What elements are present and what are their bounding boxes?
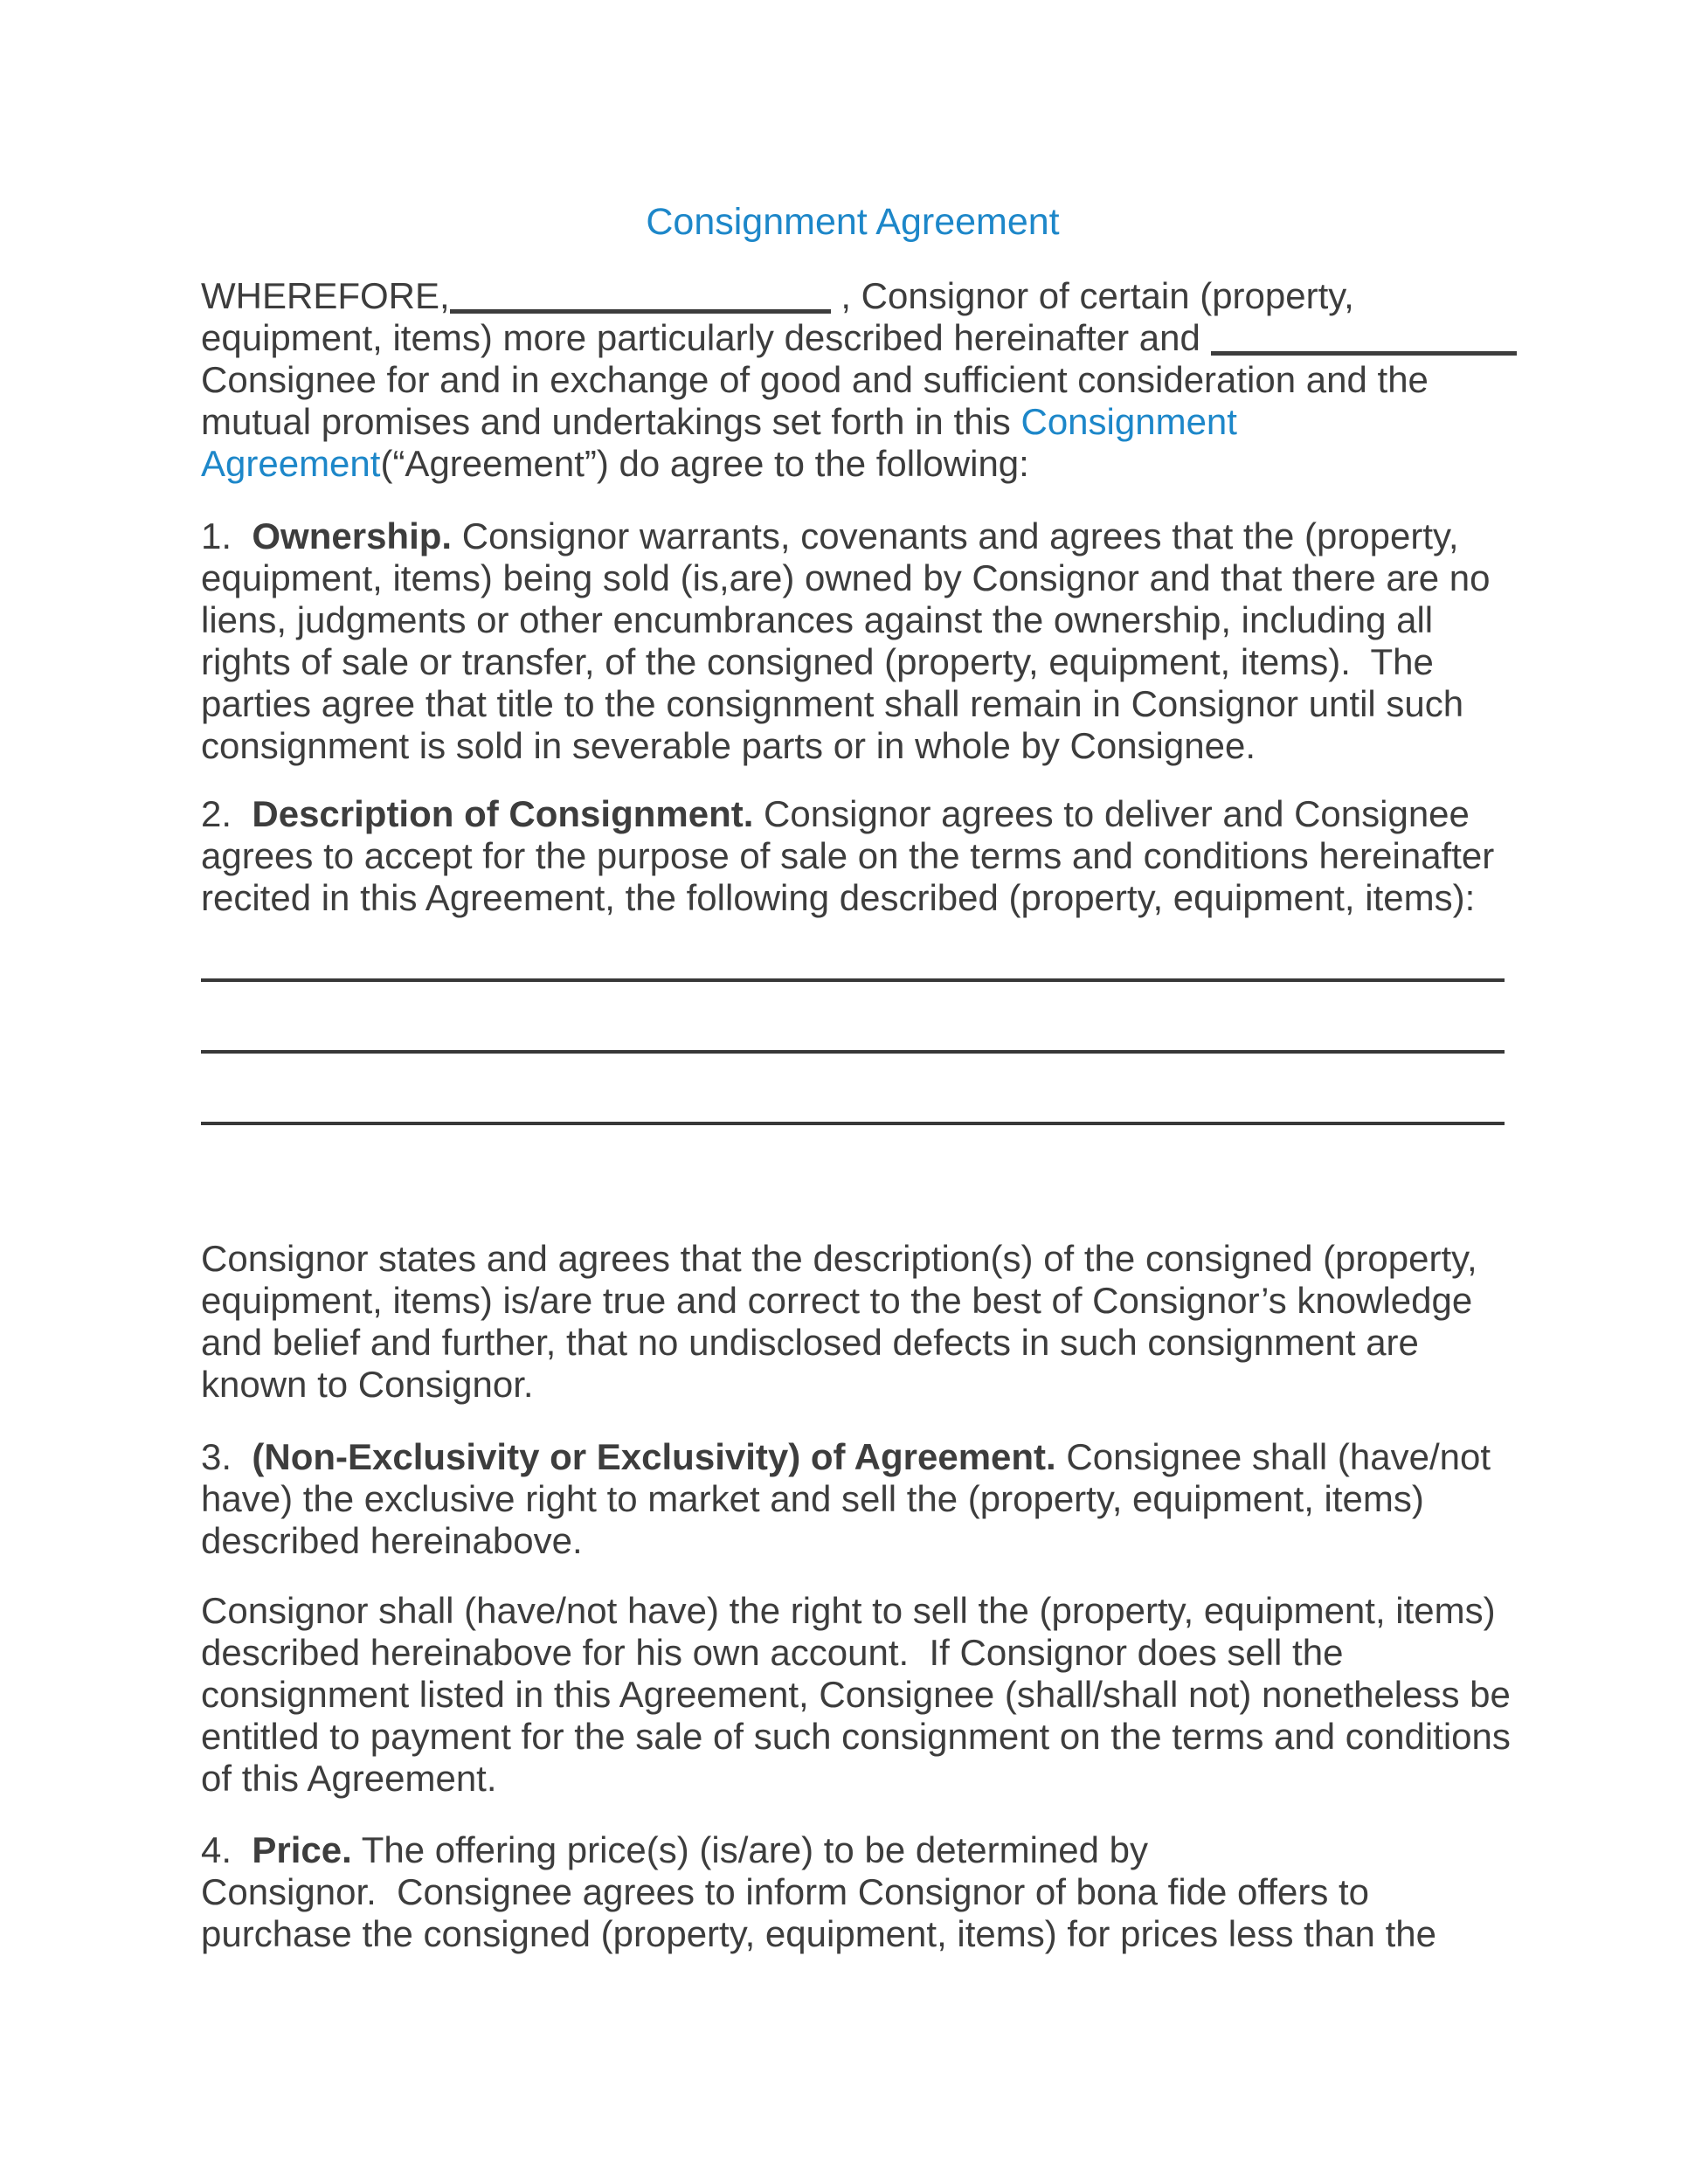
fill-line: [201, 1050, 1505, 1122]
text-run: 3.: [201, 1436, 253, 1477]
text-line: [201, 1716, 1511, 1758]
section-heading: Price.: [252, 1829, 352, 1870]
text-run: parties agree that title to the consignment shall remain in Consignor until such: [201, 683, 1464, 724]
text-run: 1.: [201, 515, 253, 556]
agreement-link[interactable]: Agreement: [201, 443, 381, 484]
text-run: described hereinabove for his own account. If Consignor does sell the: [201, 1632, 1344, 1673]
text-run: liens, judgments or other encumbrances against the ownership, including all: [201, 599, 1434, 640]
text-run: and belief and further, that no undisclosed defects in such consignment are: [201, 1322, 1419, 1363]
text-line: [201, 557, 1505, 599]
text-run: , Consignor of certain (property,: [830, 275, 1354, 316]
text-line: [201, 1280, 1505, 1322]
text-line: [201, 1758, 1505, 1800]
text-run: 2.: [201, 793, 253, 834]
text-line: [201, 1238, 1505, 1280]
text-run: Consignor agrees to deliver and Consignee: [753, 793, 1470, 834]
text-line: [201, 599, 1505, 641]
p-ownership: [201, 515, 1505, 767]
text-run: have) the exclusive right to market and sell the (property, equipment, items): [201, 1478, 1424, 1519]
section-heading: Description of Consignment.: [252, 793, 754, 834]
text-run: purchase the consigned (property, equipment, items) for prices less than the: [201, 1913, 1436, 1954]
text-line: [201, 1436, 1505, 1478]
text-line: [201, 317, 1505, 359]
text-run: (“Agreement”) do agree to the following:: [380, 443, 1029, 484]
text-run: rights of sale or transfer, of the consigned (property, equipment, items). The: [201, 641, 1434, 682]
p-consignor-right: [201, 1590, 1511, 1800]
document-content: [201, 201, 1511, 1955]
text-run: WHEREFORE,: [201, 275, 450, 316]
text-line: [201, 1520, 1505, 1562]
text-run: Consignee for and in exchange of good and sufficient consideration and the: [201, 359, 1429, 400]
blank-field: [1211, 319, 1517, 356]
p-description: [201, 793, 1505, 919]
text-run: agrees to accept for the purpose of sale on the terms and conditions hereinafter: [201, 835, 1495, 876]
text-line: [201, 877, 1505, 919]
text-line: [201, 1632, 1505, 1674]
text-run: Consignor shall (have/not have) the right to sell the (property, equipment, items): [201, 1590, 1496, 1631]
description-fill-lines: [201, 978, 1505, 1193]
text-line: [201, 1674, 1511, 1716]
text-run: consignment is sold in severable parts or in whole by Consignee.: [201, 725, 1256, 766]
text-line: [201, 641, 1505, 683]
p-consignor-states: [201, 1238, 1505, 1406]
section-heading: (Non-Exclusivity or Exclusivity) of Agreement.: [252, 1436, 1056, 1477]
section-heading: Ownership.: [252, 515, 453, 556]
text-run: Consignor. Consignee agrees to inform Consignor of bona fide offers to: [201, 1871, 1370, 1912]
text-run: recited in this Agreement, the following described (property, equipment, items):: [201, 877, 1476, 918]
text-line: [201, 275, 1505, 317]
text-run: equipment, items) more particularly described hereinafter and: [201, 317, 1211, 358]
fill-line: [201, 978, 1505, 1050]
document-title: Consignment Agreement: [646, 201, 1060, 243]
text-line: [201, 683, 1505, 725]
text-run: described hereinabove.: [201, 1520, 583, 1561]
text-line: [201, 725, 1505, 767]
p-exclusivity: [201, 1436, 1505, 1562]
text-line: [201, 401, 1505, 443]
text-run: mutual promises and undertakings set forth in this: [201, 401, 1021, 442]
text-run: equipment, items) being sold (is,are) owned by Consignor and that there are no: [201, 557, 1491, 598]
text-line: [201, 359, 1505, 401]
text-line: [201, 1829, 1505, 1871]
text-run: Consignor states and agrees that the description(s) of the consigned (property,: [201, 1238, 1477, 1279]
text-line: [201, 1322, 1505, 1364]
text-run: Consignee shall (have/not: [1055, 1436, 1491, 1477]
text-run: The offering price(s) (is/are) to be determined by: [351, 1829, 1148, 1870]
blank-field: [450, 277, 831, 314]
text-line: [201, 1871, 1505, 1913]
text-run: equipment, items) is/are true and correct to the best of Consignor’s knowledge: [201, 1280, 1473, 1321]
text-line: [201, 443, 1505, 485]
text-run: known to Consignor.: [201, 1364, 534, 1405]
text-line: [201, 515, 1505, 557]
fill-line: [201, 1122, 1505, 1193]
text-line: [201, 835, 1505, 877]
document-body: [201, 275, 1511, 1955]
text-line: [201, 1913, 1505, 1955]
text-run: of this Agreement.: [201, 1758, 497, 1799]
text-run: 4.: [201, 1829, 253, 1870]
text-line: [201, 793, 1505, 835]
text-line: [201, 1364, 1505, 1406]
text-line: [201, 1478, 1505, 1520]
text-line: [201, 1590, 1505, 1632]
agreement-link[interactable]: Consignment: [1020, 401, 1237, 442]
p-price: [201, 1829, 1505, 1955]
p-preamble: [201, 275, 1505, 485]
text-run: consignment listed in this Agreement, Consignee (shall/shall not) nonetheless be: [201, 1674, 1511, 1715]
text-run: entitled to payment for the sale of such consignment on the terms and conditions: [201, 1716, 1511, 1757]
text-run: Consignor warrants, covenants and agrees that the (property,: [452, 515, 1459, 556]
